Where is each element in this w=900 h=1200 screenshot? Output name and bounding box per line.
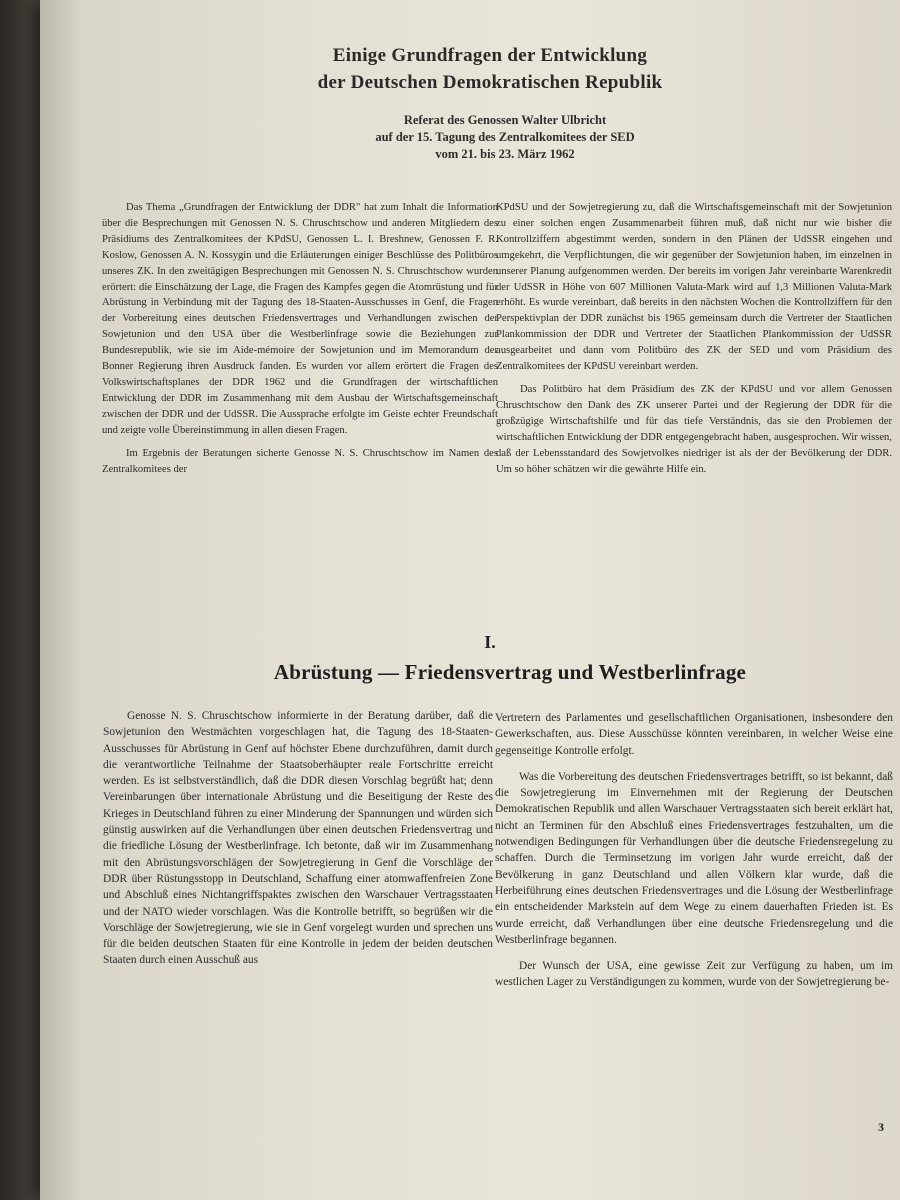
page-number: 3 bbox=[878, 1120, 884, 1134]
paragraph: Genosse N. S. Chruschtschow informierte in der Beratung darüber, daß die Sowjetunion den Westmächten vorgeschlagen hat, die Tagung des 18-Staaten-Ausschusses für Abrüstung in Genf auf höchster Ebene durchzuführen, damit durch die verantwortliche Teilnahme der Staatsoberhäupter reale Fortschritte erreicht werden. Es ist selbstverständlich, daß die DDR diesen Vorschlag begrüßt hat; denn Vereinbarungen über internationale Abrüstung und die Beseitigung der Reste des Krieges in Deutschland führen zu einer Minderung der Spannungen und würden sich günstig auswirken auf die Verhandlungen über einen deutschen Friedensvertrag und die friedliche Lösung der Westberlinfrage. Ich betonte, daß wir im Zusammenhang mit den Abrüstungsvorschlägen der Sowjetregierung in Genf die Vorschläge der DDR über Rüstungsstopp in Deutschland, Schaffung einer atomwaffenfreien Zone und Abschluß eines Nichtangriffspaktes zwischen den Warschauer Vertragsstaaten und der NATO wieder vorschlagen. Was die Kontrolle betrifft, so begrüßen wir die Vorschläge der Sowjetregierung, wie sie in Genf vorgelegt wurden und sprechen uns für die beiden deutschen Staaten für eine Kontrolle in jedem der beiden deutschen Staaten durch einen Ausschuß aus bbox=[103, 710, 493, 967]
document-page bbox=[40, 0, 900, 1200]
section-column-right bbox=[495, 710, 893, 991]
intro-column-left bbox=[102, 200, 498, 477]
paragraph: Das Thema „Grundfragen der Entwicklung der DDR" hat zum Inhalt die Information über die Besprechungen mit Genossen N. S. Chruschtschow und anderen Mitgliedern des Präsidiums des Zentralkomitees der KPdSU, Genossen L. I. Breshnew, Genossen F. R. Koslow, Genossen A. N. Kossygin und die Erläuterungen einiger Beschlüsse des Politbüros unseres ZK. In den zweitägigen Besprechungen mit Genossen N. S. Chruschtschow wurden erörtert: die Einschätzung der Lage, die Fragen des Kampfes gegen die Atomrüstung und für Abrüstung in Verbindung mit der Tagung des 18-Staaten-Ausschusses in Genf, die Fragen der Vorbereitung eines deutschen Friedensvertrages und Verhandlungen zwischen der Sowjetunion und den USA über die Westberlinfrage sowie die Beziehungen zur Bundesrepublik, wie sie im Aide-mémoire der Sowjetunion und im Memorandum der Bonner Regierung ihren Ausdruck fanden. Es wurden vor allem erörtert die Fragen des Volkswirtschaftsplanes der DDR 1962 und die Grundfragen der wirtschaftlichen Entwicklung der DDR im Zusammenhang mit dem Ausbau der Wirtschaftsgemeinschaft zwischen der DDR und der UdSSR. Die Aussprache erfolgte im Geiste echter Freundschaft und zeigte volle Übereinstimmung in allen diesen Fragen. bbox=[102, 202, 498, 436]
document-title bbox=[210, 42, 770, 96]
section-title: Abrüstung — Friedensvertrag und Westberlinfrage bbox=[273, 660, 747, 684]
title-line: der Deutschen Demokratischen Republik bbox=[317, 72, 663, 93]
subtitle-line: Referat des Genossen Walter Ulbricht bbox=[403, 113, 607, 127]
paragraph: KPdSU und der Sowjetregierung zu, daß die Wirtschaftsgemeinschaft mit der Sowjetunion zu einer solchen engen Zusammenarbeit führen muß, daß nicht nur wie bisher die Kontrollziffern abgestimmt werden, sondern in den Plänen der UdSSR eingehen und umgekehrt, die Verpflichtungen, die wir gegenüber der Sowjetunion haben, im einzelnen in unserer Planung aufgenommen werden. Der bereits im vorigen Jahr vereinbarte Warenkredit der UdSSR in Höhe von 607 Millionen Valuta-Mark wird auf 1,3 Millionen Valuta-Mark erhöht. Es wurde vereinbart, daß bereits in den nächsten Wochen die Kontrollziffern für den Perspektivplan der DDR zunächst bis 1965 gemeinsam durch die Vertreter der Staatlichen Plankommission der DDR und Vertreter der Staatlichen Plankommission der UdSSR ausgearbeitet und dann vom Politbüro des ZK der SED und vom Präsidium des Zentralkomitees der KPdSU vereinbart werden. bbox=[496, 202, 892, 373]
paragraph: Vertretern des Parlamentes und gesellschaftlichen Organisationen, insbesondere den Gewerkschaften, aus. Diese Ausschüsse könnten vereinbaren, in welcher Weise eine gegenseitige Kontrolle erfolgt. bbox=[495, 712, 893, 757]
paragraph: Was die Vorbereitung des deutschen Friedensvertrages betrifft, so ist bekannt, daß die Sowjetregierung im Einvernehmen mit der Regierung der Deutschen Demokratischen Republik und allen Warschauer Vertragsstaaten sich bereit erklärt hat, nicht an Terminen für den Abschluß eines Friedensvertrages festzuhalten, um die notwendigen Bedingungen für Verhandlungen über die deutsche Friedensregelung zu schaffen. Durch die Terminsetzung im vorigen Jahr wurde erreicht, daß der Bevölkerung in ganz Deutschland und allen Völkern klar wurde, daß die Herbeiführung eines deutschen Friedensvertrages und die Lösung der Westberlinfrage ein entscheidender Markstein auf dem Wege zu einem dauerhaften Frieden ist. Es wurde erreicht, daß Verhandlungen über eine deutsche Friedensregelung und die Westberlinfrage begannen. bbox=[495, 770, 893, 946]
subtitle-line: auf der 15. Tagung des Zentralkomitees der SED bbox=[375, 130, 635, 144]
paragraph: Der Wunsch der USA, eine gewisse Zeit zur Verfügung zu haben, um im westlichen Lager zu Verständigungen zu kommen, wurde von der Sowjetregierung be- bbox=[495, 960, 893, 989]
document-subtitle bbox=[270, 112, 740, 163]
section-column-left bbox=[103, 708, 493, 969]
book-spine-shadow bbox=[0, 0, 40, 1200]
title-line: Einige Grundfragen der Entwicklung bbox=[332, 45, 648, 66]
subtitle-line: vom 21. bis 23. März 1962 bbox=[435, 147, 575, 161]
paragraph: Im Ergebnis der Beratungen sicherte Genosse N. S. Chruschtschow im Namen des Zentralkomitees der bbox=[102, 447, 498, 475]
section-number: I. bbox=[484, 632, 496, 652]
intro-column-right bbox=[496, 200, 892, 477]
paragraph: Das Politbüro hat dem Präsidium des ZK der KPdSU und vor allem Genossen Chruschtschow den Dank des ZK unserer Partei und der Regierung der DDR für die großzügige Wirtschaftshilfe und für das tiefe Verständnis, das sie den Problemen der wirtschaftlichen Entwicklung der DDR entgegengebracht haben, ausgesprochen. Wir wissen, daß der Lebensstandard des Sowjetvolkes niedriger ist als der der Bevölkerung der DDR. Um so höher schätzen wir die gewährte Hilfe ein. bbox=[496, 383, 892, 475]
